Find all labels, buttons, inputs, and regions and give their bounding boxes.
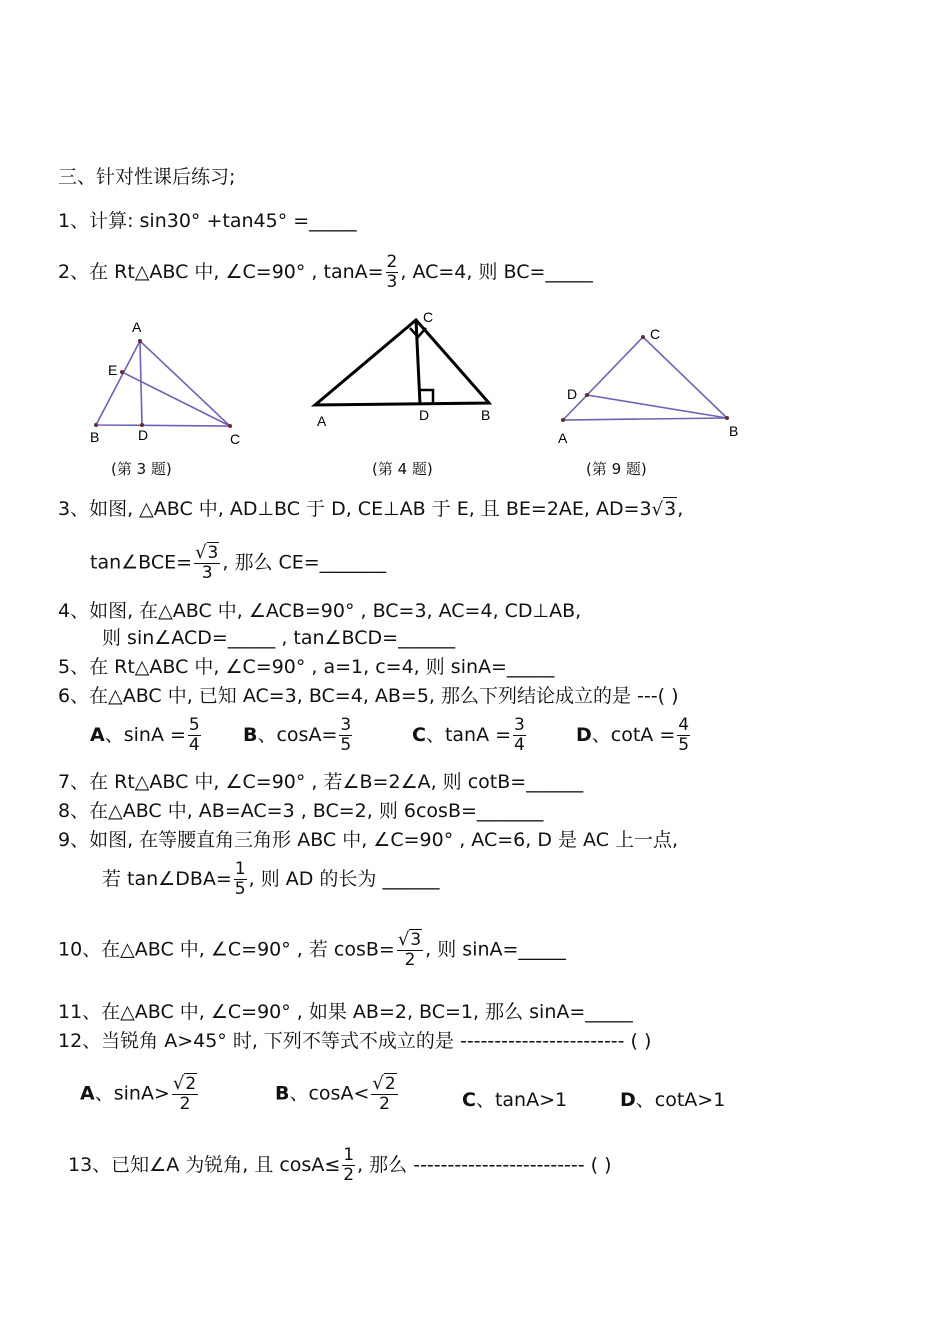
q2-fraction: $\frac{2}{3}$ <box>386 252 398 292</box>
q12-option-b: B、cosA< $\frac{√2}{2}$ <box>275 1073 396 1114</box>
fig4-caption: (第 4 题) <box>372 460 433 478</box>
section-title: 三、针对性课后练习; <box>58 166 236 188</box>
question-3-line-1: 3、如图, △ABC 中, AD⊥BC 于 D, CE⊥AB 于 E, 且 BE=2AE, AD=3√3, <box>58 498 684 520</box>
fig3-label-b: B <box>90 429 100 445</box>
fig9-label-c: C <box>650 326 661 342</box>
question-2: 2、在 Rt△ABC 中, ∠C=90° , tanA= $\frac{2}{3}$ , AC=4, 则 BC=_____ <box>58 252 593 292</box>
question-12: 12、当锐角 A>45° 时, 下列不等式不成立的是 ------------------------ ( ) <box>58 1030 652 1052</box>
fig3-triangle-abc <box>96 341 230 426</box>
q6-option-d: D、cotA = $\frac{4}{5}$ <box>576 715 690 755</box>
q12-option-c: C、tanA>1 <box>462 1089 568 1111</box>
q6-option-b: B、cosA= $\frac{3}{5}$ <box>243 715 352 755</box>
fig4-right-angle-d <box>420 390 433 404</box>
q3-sqrt: √3 <box>651 498 677 520</box>
fig4-label-d: D <box>419 407 430 423</box>
fig3-label-a: A <box>132 319 142 335</box>
question-6: 6、在△ABC 中, 已知 AC=3, BC=4, AB=5, 那么下列结论成立的是 ---( ) <box>58 685 679 707</box>
question-11: 11、在△ABC 中, ∠C=90° , 如果 AB=2, BC=1, 那么 sinA=_____ <box>58 1001 633 1023</box>
fig3-label-e: E <box>108 362 118 378</box>
q6-option-a: A、sinA = $\frac{5}{4}$ <box>90 715 200 755</box>
q12-option-d: D、cotA>1 <box>620 1089 726 1111</box>
question-8: 8、在△ABC 中, AB=AC=3 , BC=2, 则 6cosB=_______ <box>58 800 544 822</box>
fig3-label-c: C <box>230 431 241 447</box>
fig4-label-a: A <box>317 413 327 429</box>
fig9-triangle-abc <box>563 337 727 420</box>
question-13: 13、已知∠A 为锐角, 且 cosA≤ $\frac{1}{2}$ , 那么 ------------------------- ( ) <box>68 1145 612 1185</box>
fig4-altitude-cd <box>416 320 420 404</box>
fig3-label-d: D <box>138 427 149 443</box>
fig9-caption: (第 9 题) <box>586 460 647 478</box>
figure-9 <box>563 337 727 420</box>
q13-fraction: $\frac{1}{2}$ <box>343 1145 355 1185</box>
fig9-label-a: A <box>558 430 568 446</box>
fig4-label-b: B <box>481 407 491 423</box>
fig3-altitude-ad <box>140 341 142 425</box>
question-1: 1、计算: sin30° +tan45° =_____ <box>58 210 357 232</box>
question-4-line-1: 4、如图, 在△ABC 中, ∠ACB=90° , BC=3, AC=4, CD⊥AB, <box>58 600 582 622</box>
figure-3 <box>96 341 230 426</box>
question-10: 10、在△ABC 中, ∠C=90° , 若 cosB= $\frac{√3}{2}$ , 则 sinA=_____ <box>58 929 566 970</box>
question-5: 5、在 Rt△ABC 中, ∠C=90° , a=1, c=4, 则 sinA=_____ <box>58 656 555 678</box>
figure-4 <box>315 320 489 405</box>
q10-fraction: $\frac{√3}{2}$ <box>397 929 422 970</box>
fig3-caption: (第 3 题) <box>111 460 172 478</box>
q12-option-a: A、sinA> $\frac{√2}{2}$ <box>80 1073 197 1114</box>
q6-option-c: C、tanA = $\frac{3}{4}$ <box>412 715 525 755</box>
q3-fraction: $\frac{√3}{3}$ <box>195 542 219 583</box>
question-9-line-1: 9、如图, 在等腰直角三角形 ABC 中, ∠C=90° , AC=6, D 是 AC 上一点, <box>58 829 679 851</box>
question-9-line-2: 若 tan∠DBA= $\frac{1}{5}$ , 则 AD 的长为 ______ <box>102 859 440 899</box>
fig4-triangle-abc <box>315 320 489 405</box>
question-7: 7、在 Rt△ABC 中, ∠C=90° , 若∠B=2∠A, 则 cotB=______ <box>58 771 584 793</box>
question-3-line-2: tan∠BCE= $\frac{√3}{3}$ , 那么 CE=_______ <box>90 542 387 583</box>
question-4-line-2: 则 sin∠ACD=_____ , tan∠BCD=______ <box>102 627 456 649</box>
fig9-label-b: B <box>729 423 739 439</box>
fig3-line-ce <box>122 372 230 426</box>
fig4-label-c: C <box>423 309 434 325</box>
fig9-label-d: D <box>567 386 578 402</box>
q9-fraction: $\frac{1}{5}$ <box>234 859 246 899</box>
